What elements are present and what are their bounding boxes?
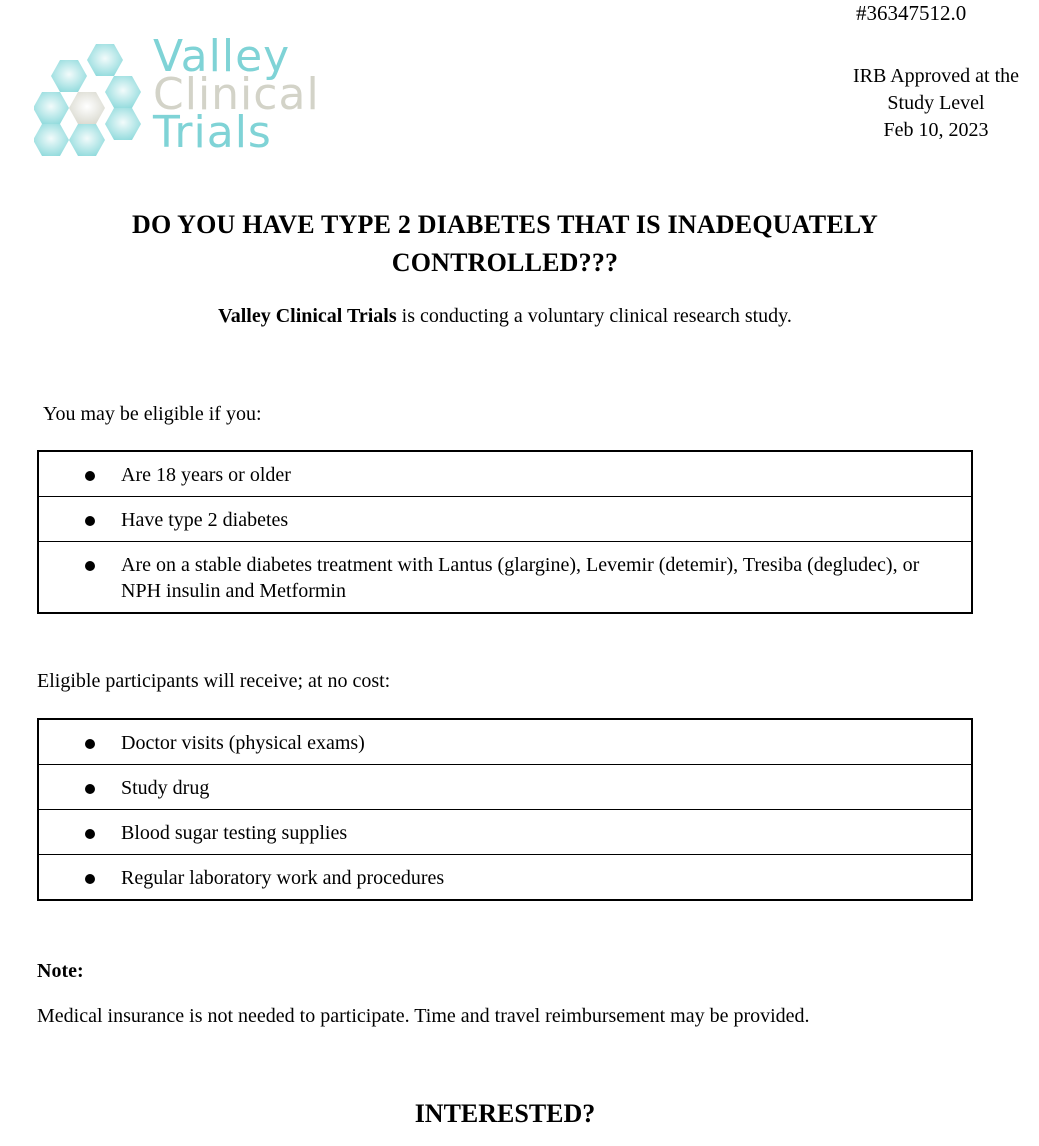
title-line: CONTROLLED??? xyxy=(391,248,619,277)
hexagon-cluster-icon xyxy=(34,40,154,160)
hex-cell xyxy=(34,124,69,156)
valley-clinical-trials-logo xyxy=(34,31,354,160)
irb-approval-stamp xyxy=(836,63,1036,144)
hex-cell xyxy=(105,76,141,108)
bullet-icon xyxy=(85,784,95,794)
intro-text: is conducting a voluntary clinical research study. xyxy=(396,305,792,327)
hex-cell xyxy=(34,92,69,124)
hex-cell xyxy=(51,60,87,92)
organization-name: Valley Clinical Trials xyxy=(218,305,397,327)
logo-wordmark xyxy=(153,31,320,158)
irb-line: IRB Approved at the xyxy=(852,65,1020,87)
logo-word-valley: Valley xyxy=(153,31,291,82)
benefits-label: Eligible participants will receive; at no cost: xyxy=(37,670,391,692)
bullet-icon xyxy=(85,829,95,839)
bullet-icon xyxy=(85,874,95,884)
list-item-text: Study drug xyxy=(121,777,210,799)
hex-cell xyxy=(69,124,105,156)
note-text: Medical insurance is not needed to participate. Time and travel reimbursement may be provided. xyxy=(37,1005,810,1027)
interested-heading: INTERESTED? xyxy=(414,1099,596,1128)
list-item-text: Are 18 years or older xyxy=(121,464,291,486)
bullet-icon xyxy=(85,739,95,749)
logo-word-trials: Trials xyxy=(153,107,272,158)
logo-word-clinical: Clinical xyxy=(153,69,320,120)
hex-cell xyxy=(105,108,141,140)
list-item xyxy=(39,810,971,855)
hex-cell xyxy=(87,44,123,76)
benefits-list xyxy=(37,718,973,901)
bullet-icon xyxy=(85,561,95,571)
list-item-text: Regular laboratory work and procedures xyxy=(121,867,445,889)
bullet-icon xyxy=(85,516,95,526)
list-item-text: Blood sugar testing supplies xyxy=(121,822,348,844)
list-item-text: Are on a stable diabetes treatment with Lantus (glargine), Levemir (detemir), Tresiba (degludec), or NPH insulin and Metformin xyxy=(121,554,920,602)
eligibility-list xyxy=(37,450,973,614)
list-item xyxy=(39,497,971,542)
document-number: #36347512.0 xyxy=(856,1,967,25)
hex-cell xyxy=(69,92,105,124)
title-line: DO YOU HAVE TYPE 2 DIABETES THAT IS INADEQUATELY xyxy=(132,210,878,239)
list-item xyxy=(39,855,971,899)
list-item xyxy=(39,765,971,810)
page-title xyxy=(60,206,950,282)
list-item xyxy=(39,452,971,497)
eligibility-label: You may be eligible if you: xyxy=(43,403,262,425)
list-item xyxy=(39,720,971,765)
list-item-text: Have type 2 diabetes xyxy=(121,509,289,531)
irb-date: Feb 10, 2023 xyxy=(883,119,989,141)
list-item xyxy=(39,542,971,612)
note-heading: Note: xyxy=(37,960,84,982)
irb-line: Study Level xyxy=(887,92,985,114)
list-item-text: Doctor visits (physical exams) xyxy=(121,732,365,754)
bullet-icon xyxy=(85,471,95,481)
intro-sentence xyxy=(0,303,1010,330)
